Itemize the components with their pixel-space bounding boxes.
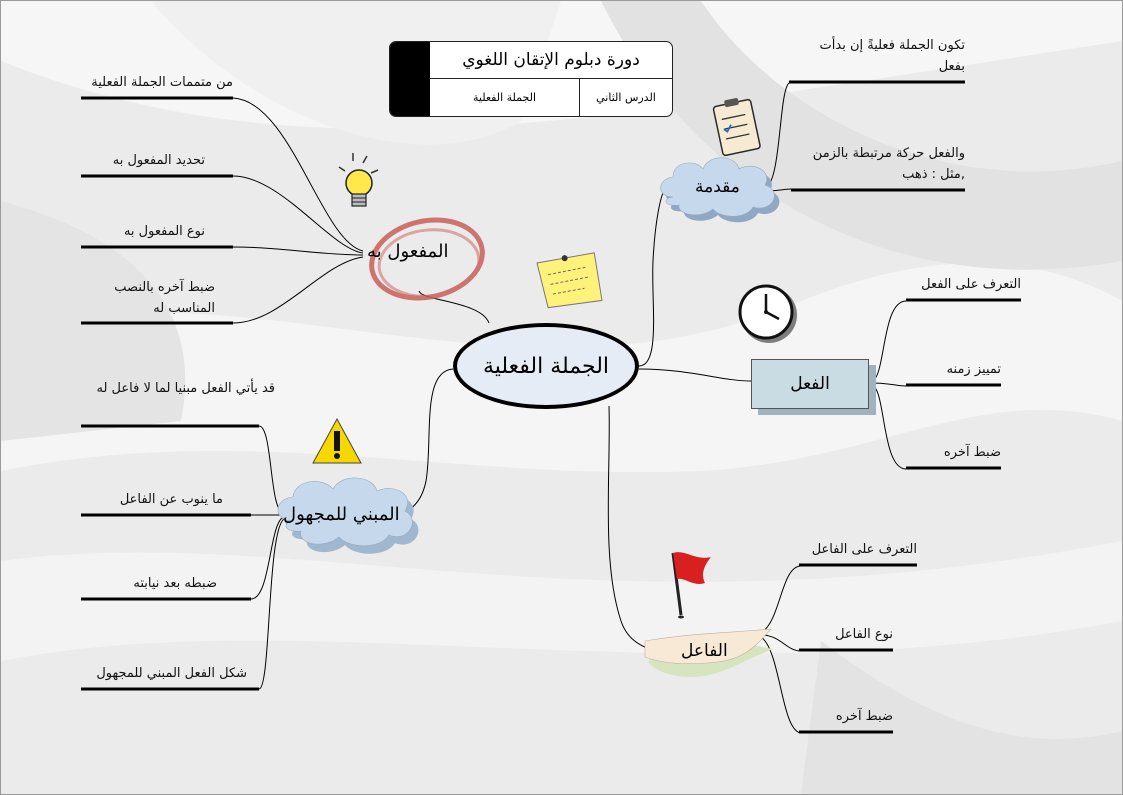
subject-item-2: نوع الفاعل bbox=[835, 627, 893, 642]
verb-item-2: تمييز زمنه bbox=[946, 362, 1001, 377]
intro-node-label[interactable]: مقدمة bbox=[695, 177, 740, 197]
passive-item-2: ما ينوب عن الفاعل bbox=[119, 492, 223, 507]
link-object-3 bbox=[233, 247, 363, 255]
link-main-intro bbox=[639, 189, 666, 366]
course-title: دورة دبلوم الإتقان اللغوي bbox=[430, 42, 672, 79]
link-main-verb bbox=[639, 369, 751, 381]
object-item-2: تحديد المفعول به bbox=[112, 153, 205, 168]
intro-item-2: والفعل حركة مرتبطة بالزمن ,مثل : ذهب bbox=[812, 146, 965, 182]
link-verb-3 bbox=[871, 385, 906, 469]
passive-node-label[interactable]: المبني للمجهول bbox=[283, 504, 400, 525]
link-object-4 bbox=[233, 257, 363, 323]
intro-item-1: تكون الجملة فعليةً إن بدأت بفعل bbox=[819, 38, 965, 74]
link-verb-1 bbox=[871, 301, 906, 381]
passive-item-1: قد يأتي الفعل مبنيا لما لا فاعل له bbox=[96, 381, 275, 396]
link-verb-2 bbox=[871, 383, 906, 386]
link-object-1 bbox=[233, 98, 363, 251]
link-passive-1 bbox=[259, 426, 284, 513]
link-intro-1 bbox=[766, 83, 789, 187]
link-subject-1 bbox=[761, 566, 801, 633]
sticky-note-icon bbox=[537, 248, 606, 313]
object-item-1: من متممات الجملة الفعلية bbox=[91, 75, 233, 90]
link-object-2 bbox=[233, 176, 363, 253]
clipboard-icon bbox=[712, 95, 760, 156]
passive-item-3: ضبطه بعد نيابته bbox=[133, 576, 217, 591]
course-title-box bbox=[389, 41, 673, 117]
link-main-passive bbox=[399, 369, 453, 513]
link-passive-4 bbox=[259, 519, 284, 689]
link-main-subject bbox=[608, 406, 671, 653]
lesson-number: الدرس الثاني bbox=[579, 79, 672, 116]
object-item-3: نوع المفعول به bbox=[123, 224, 205, 239]
clock-icon bbox=[740, 286, 797, 343]
subject-item-3: ضبط آخره bbox=[835, 709, 893, 724]
flag-icon bbox=[673, 552, 711, 618]
verb-item-3: ضبط آخره bbox=[943, 445, 1001, 460]
object-item-4: ضبط آخره بالنصب المناسب له bbox=[114, 280, 215, 316]
lesson-topic: الجملة الفعلية bbox=[472, 91, 537, 104]
passive-item-4: شكل الفعل المبني للمجهول bbox=[96, 666, 247, 681]
title-box-bar bbox=[390, 42, 430, 116]
object-node-label[interactable]: المفعول به bbox=[367, 241, 449, 262]
subject-node-label[interactable]: الفاعل bbox=[681, 641, 728, 661]
subject-item-1: التعرف على الفاعل bbox=[811, 542, 917, 557]
link-subject-3 bbox=[761, 637, 801, 733]
warning-icon bbox=[313, 419, 361, 463]
central-topic-node[interactable]: الجملة الفعلية bbox=[453, 323, 639, 409]
verb-node[interactable]: الفعل bbox=[751, 359, 869, 409]
verb-item-1: التعرف على الفعل bbox=[921, 277, 1021, 292]
lightbulb-icon bbox=[339, 153, 378, 206]
